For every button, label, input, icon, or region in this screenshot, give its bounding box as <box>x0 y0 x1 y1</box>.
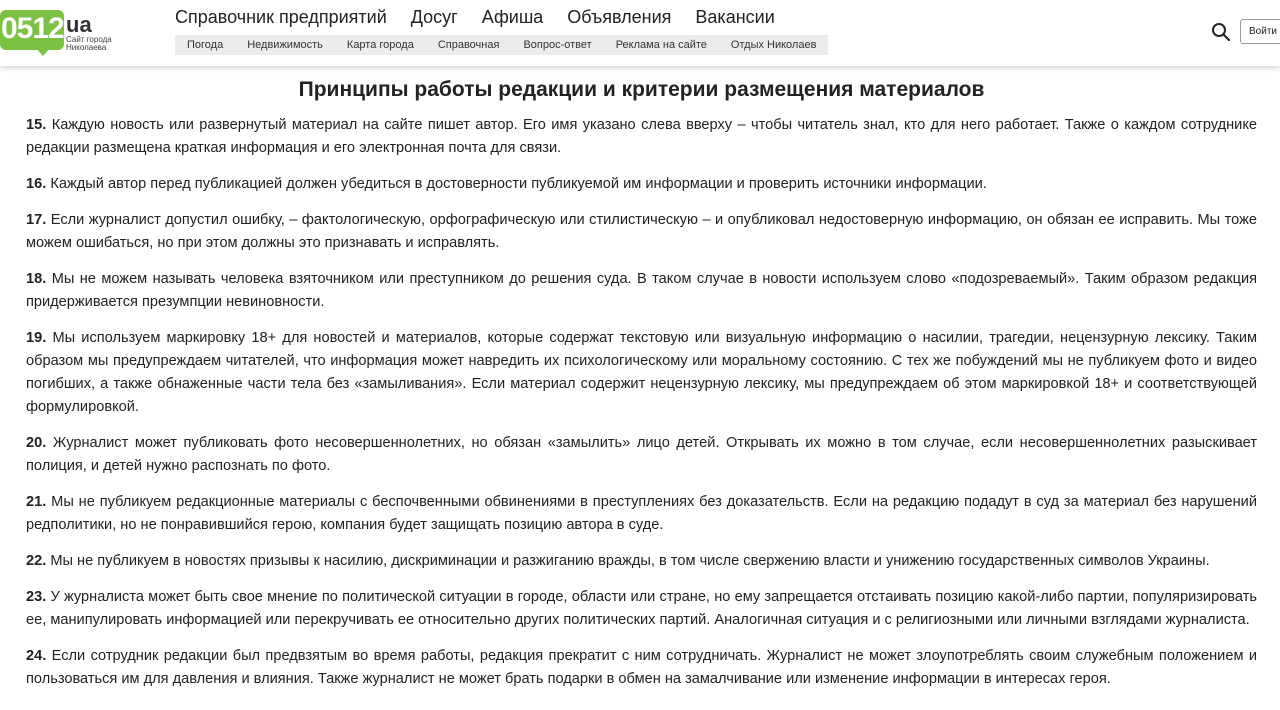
main-nav-item-classifieds[interactable]: Объявления <box>567 7 672 27</box>
sub-nav-item-realty[interactable]: Недвижимость <box>247 39 323 51</box>
principle-text: У журналиста может быть свое мнение по политической ситуации в городе, области или стране, но ему запрещается отстаивать позицию какой-либо партии, популяризировать ее, манипулировать информацией или перекручивать ее относительно других политических партий. Аналогичная ситуация и с религиозными или личными взглядами журналиста. <box>26 589 1257 628</box>
principle-item <box>26 173 1257 196</box>
sub-nav-item-weather[interactable]: Погода <box>187 39 224 51</box>
principle-item <box>26 645 1257 691</box>
sub-nav <box>175 35 828 55</box>
principle-number: 22. <box>26 553 47 569</box>
principle-item <box>26 550 1257 573</box>
principles-list <box>26 114 1257 691</box>
principle-number: 23. <box>26 589 47 605</box>
main-nav-item-jobs[interactable]: Вакансии <box>695 7 775 27</box>
main-nav-item-directory[interactable]: Справочник предприятий <box>175 7 387 27</box>
principle-text: Если журналист допустил ошибку, – фактологическую, орфографическую или стилистическую – и опубликовал недостоверную информацию, он обязан ее исправить. Мы тоже можем ошибаться, но при этом должны это признавать и исправлять. <box>26 212 1257 251</box>
main-nav <box>175 6 775 28</box>
logo-domain: ua <box>66 12 92 37</box>
principle-number: 15. <box>26 117 47 133</box>
logo-number: 0512 <box>1 12 64 45</box>
principle-number: 21. <box>26 494 47 510</box>
principle-item <box>26 491 1257 537</box>
principle-text: Мы не публикуем в новостях призывы к насилию, дискриминации и разжиганию вражды, в том числе свержению власти и унижению государственных символов Украины. <box>50 553 1210 569</box>
site-logo[interactable] <box>0 8 125 56</box>
logo-bubble-tail <box>34 46 52 56</box>
principle-text: Журналист может публиковать фото несовершеннолетних, но обязан «замылить» лицо детей. Открывать их можно в том случае, если несовершеннолетних разыскивает полиция, и детей нужно распознать по фото. <box>26 435 1257 474</box>
site-header <box>0 0 1280 66</box>
principle-item <box>26 114 1257 160</box>
principle-text: Мы не можем называть человека взяточником или преступником до решения суда. В таком случае в новости используем слово «подозреваемый». Таким образом редакция придерживается презумпции невиновности. <box>26 271 1258 310</box>
sub-nav-item-recreation[interactable]: Отдых Николаев <box>730 39 817 51</box>
principle-number: 18. <box>26 271 47 287</box>
search-icon[interactable] <box>1211 22 1231 42</box>
principle-text: Если сотрудник редакции был предвзятым во время работы, редакция прекратит с ним сотрудничать. Журналист не может злоупотреблять своим служебным положением и пользоваться им для давления и влияния. Также журналист не может брать подарки в обмен на замалчивание или изменение информации в интересах героя. <box>26 648 1258 687</box>
principle-number: 16. <box>26 176 47 192</box>
principle-item <box>26 327 1257 419</box>
principle-item <box>26 268 1257 314</box>
principle-item <box>26 432 1257 478</box>
page-title: Принципы работы редакции и критерии размещения материалов <box>298 78 985 101</box>
logo-tagline: Сайт города Николаева <box>66 35 112 52</box>
main-nav-item-events[interactable]: Афиша <box>481 7 544 27</box>
principle-number: 17. <box>26 212 47 228</box>
principle-number: 20. <box>26 435 47 451</box>
principle-text: Каждый автор перед публикацией должен убедиться в достоверности публикуемой им информации и проверить источники информации. <box>50 176 987 192</box>
principle-item <box>26 586 1257 632</box>
principle-text: Мы не публикуем редакционные материалы с беспочвенными обвинениями в преступлениях без доказательств. Если на редакцию подадут в суд за материал без нарушений редполитики, но не понравившийся герою, компания будет защищать позицию автора в суде. <box>26 494 1257 533</box>
principle-text: Мы используем маркировку 18+ для новостей и материалов, которые содержат текстовую или визуальную информацию о насилии, трагедии, нецензурную лексику. Таким образом мы предупреждаем читателей, что информация может навредить их психологическому или моральному состоянию. С тех же побуждений мы не публикуем фото и видео погибших, а также обнаженные части тела без «замыливания». Если материал содержит нецензурную лексику, мы предупреждаем об этом маркировкой 18+ и соответствующей формулировкой. <box>26 330 1257 415</box>
principle-item <box>26 209 1257 255</box>
sub-nav-item-info[interactable]: Справочная <box>437 39 500 51</box>
login-button[interactable]: Войти <box>1240 19 1280 44</box>
principle-number: 24. <box>26 648 47 664</box>
sub-nav-item-city-map[interactable]: Карта города <box>346 39 414 51</box>
principle-text: Каждую новость или развернутый материал на сайте пишет автор. Его имя указано слева вверху – чтобы читатель знал, кто для него работает. Также о каждом сотруднике редакции размещена краткая информация и его электронная почта для связи. <box>26 117 1257 156</box>
main-nav-item-leisure[interactable]: Досуг <box>410 7 458 27</box>
sub-nav-item-advertising[interactable]: Реклама на сайте <box>615 39 707 51</box>
sub-nav-item-qa[interactable]: Вопрос-ответ <box>523 39 592 51</box>
article-content <box>26 70 1257 704</box>
principle-number: 19. <box>26 330 47 346</box>
